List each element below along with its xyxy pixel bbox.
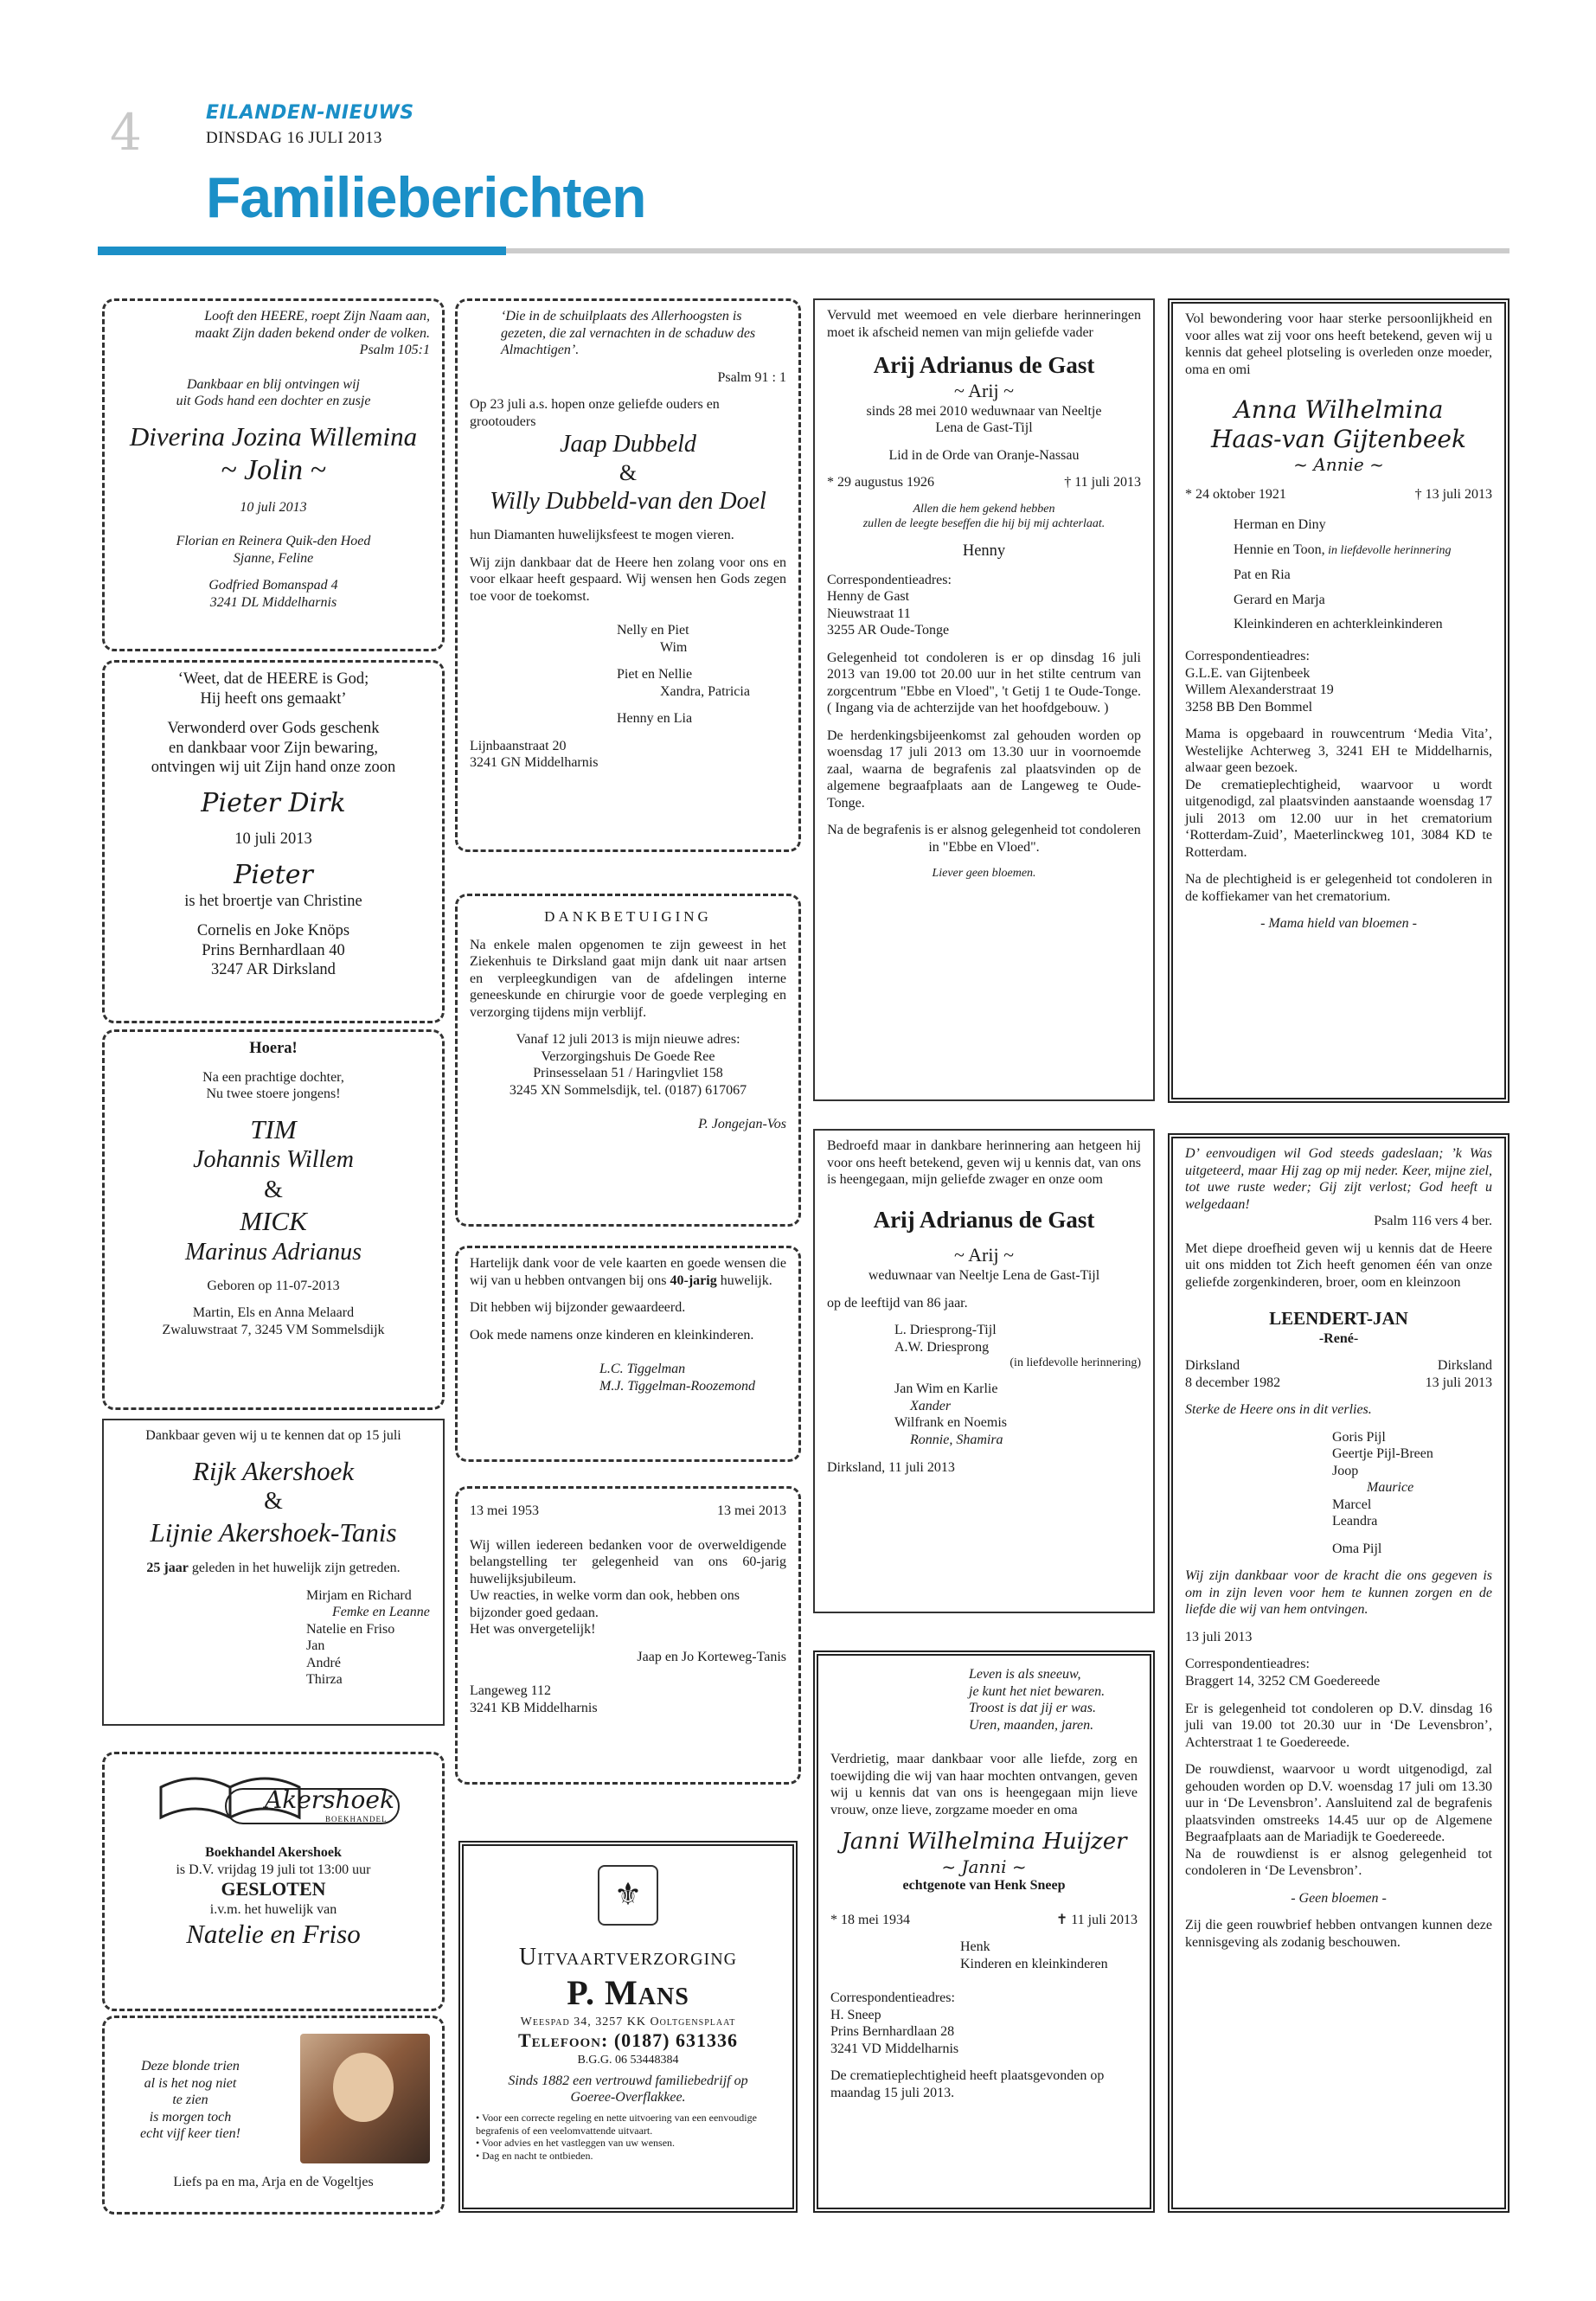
dankbetuiging [455, 894, 801, 1227]
correspondence-line: Prins Bernhardlaan 28 [830, 2024, 955, 2040]
newspaper-logo: EILANDEN-NIEUWS [206, 102, 414, 124]
closing-note: - Mama hield van bloemen - [1260, 916, 1417, 932]
body: Het was onvergetelijk! [470, 1622, 596, 1638]
family-member: Pat en Ria [1234, 567, 1291, 582]
poem [117, 2034, 264, 2163]
address-line: Prinsesselaan 51 / Haringvliet 158 [533, 1066, 723, 1081]
ampersand: & [264, 1176, 283, 1203]
correspondence-line: Nieuwstraat 11 [827, 606, 911, 621]
correspondence-line: G.L.E. van Gijtenbeek [1185, 665, 1311, 681]
signature: L.C. Tiggelman [599, 1362, 686, 1377]
intro: Vervuld met weemoed en vele dierbare herinneringen moet ik afscheid nemen van mijn geliefde vader [827, 308, 1141, 340]
thanks-korteweg [455, 1486, 801, 1785]
family-member: Wilfrank en Noemis [894, 1415, 1007, 1431]
address: 3247 AR Dirksland [211, 961, 336, 979]
reason: i.v.m. het huwelijk van [209, 1901, 337, 1917]
address-line: 3245 XN Sommelsdijk, tel. (0187) 617067 [509, 1082, 747, 1098]
family-member: Gerard en Marja [1234, 592, 1325, 607]
birthday-content [117, 2034, 430, 2163]
page-title: Familieberichten [206, 165, 646, 229]
obituary-degast-1 [813, 298, 1155, 1101]
service-info: De herdenkingsbijeenkomst zal gehouden worden op woensdag 17 juli 2013 om 13.30 uur in voornoemde zaal, waarna de begrafenis zal plaatsvinden op de algemene begraafplaats aan de Langeweg te Oude-Tonge. [827, 727, 1141, 811]
birth-date: 10 juli 2013 [234, 830, 312, 849]
correspondence-line: Willem Alexanderstraat 19 [1185, 683, 1334, 698]
body: Wij zijn dankbaar dat de Heere hen zolang voor ons en voor elkaar heeft gespaard. Wij wensen hen Gods zegen toe voor de toekomst. [470, 554, 786, 604]
portrait-photo [300, 2034, 430, 2163]
birthday-notice [102, 2016, 445, 2214]
deceased-name: Arij Adrianus de Gast [873, 352, 1095, 379]
poem-line: is morgen toch [149, 2109, 232, 2125]
address: 3241 GN Middelharnis [470, 755, 599, 771]
correspondence-label: Correspondentieadres: [1185, 1657, 1310, 1672]
verse-ref: Psalm 91 : 1 [717, 369, 786, 385]
bullet: • Voor een correcte regeling en nette uitvoering van een eenvoudige begrafenis of een veelomvattende uitvaart. [476, 2111, 757, 2137]
body [470, 1255, 786, 1289]
issue-date: DINSDAG 16 JULI 2013 [206, 129, 382, 147]
quote: zullen de leegte beseffen die hij bij mij achterlaat. [862, 516, 1106, 530]
family-member: Marcel [1332, 1497, 1372, 1512]
signature: Jaap en Jo Korteweg-Tanis [637, 1649, 786, 1664]
address: Weespad 34, 3257 KK Ooltgensplaat [520, 2015, 736, 2029]
family-list [470, 622, 786, 727]
closing-time: is D.V. vrijdag 19 juli tot 13:00 uur [176, 1862, 371, 1877]
birth-place: Dirksland [1185, 1358, 1240, 1374]
intro: Na een prachtige dochter, [202, 1069, 344, 1085]
death-date: 13 juli 2013 [1425, 1375, 1492, 1390]
detail: weduwnaar van Neeltje Lena de Gast-Tijl [868, 1268, 1100, 1284]
hoera: Hoera! [249, 1040, 298, 1057]
header-rule-blue [98, 247, 506, 255]
birth-pieter [102, 660, 445, 1023]
family-member: Jan [306, 1638, 325, 1654]
places-row [1185, 1357, 1492, 1375]
death-place: Dirksland [1437, 1358, 1492, 1374]
family-member: Oma Pijl [1332, 1541, 1382, 1556]
dates-row [1185, 486, 1492, 503]
poem-line: Deze blonde trien [141, 2059, 240, 2073]
birth-date: 10 juli 2013 [240, 499, 307, 515]
address: Lijnbaanstraat 20 [470, 738, 567, 753]
correspondence-line: Henny de Gast [827, 589, 910, 605]
bullet: • Voor advies en het vastleggen van uw wensen. [476, 2137, 676, 2150]
shop-name: Boekhandel Akershoek [205, 1845, 342, 1860]
family-note: in liefdevolle herinnering [1324, 544, 1452, 558]
years: 25 jaar [146, 1561, 189, 1576]
logo-subtext: BOEKHANDEL [325, 1815, 388, 1823]
correspondence-line: 3241 VD Middelharnis [830, 2041, 959, 2056]
obituary-degast-2 [813, 1129, 1155, 1613]
intro: Dankbaar geven wij u te kennen dat op 15 juli [145, 1428, 401, 1443]
dates-row [1185, 1375, 1492, 1392]
nickname: ~ Arij ~ [953, 1244, 1015, 1266]
poem-line: Leven is als sneeuw, [969, 1667, 1081, 1682]
family-member-name: Hennie en Toon, [1234, 542, 1325, 558]
spouse-name: Jaap Dubbeld [560, 431, 696, 458]
thanks-tiggelman [455, 1246, 801, 1462]
verse: ‘Die in de schuilplaats des Allerhoogsten is gezeten, die zal vernachten in de schaduw des Almachtigen’. [501, 309, 756, 358]
address: 3241 DL Middelharnis [209, 594, 337, 610]
child-name: Diverina Jozina Willemina [129, 420, 418, 452]
deceased-name: Anna Wilhelmina [1234, 395, 1444, 425]
service-info: De rouwdienst, waarvoor u wordt uitgenodigd, zal gehouden worden op D.V. woensdag 17 juli om 13.30 uur in ‘De Levensbron’. Aansluitend zal de begrafenis plaatsvinden omstreeks 14.45 uur op de Algemene Begraafplaats aan de Mariadijk te Goedereede. [1185, 1762, 1492, 1845]
years-rest: geleden in het huwelijk zijn getreden. [188, 1561, 401, 1576]
signature: M.J. Tiggelman-Roozemond [599, 1378, 755, 1394]
poem-line: te zien [172, 2093, 208, 2108]
verse: D’ eenvoudigen wil God steeds gadeslaan; ’k Was uitgeteerd, maar Hij zag op mij neder. Keer, mijne ziel, tot uwe ruste weder; Gij zijt verlost; God heeft u welgedaan! [1185, 1146, 1492, 1212]
section-title: DANKBETUIGING [544, 908, 712, 925]
verse: Hij heeft ons gemaakt’ [200, 689, 347, 708]
address: Godfried Bomanspad 4 [208, 578, 338, 593]
nickname: -René- [1318, 1330, 1359, 1346]
address-line: Verzorgingshuis De Goede Ree [541, 1048, 715, 1064]
birth-date: 8 december 1982 [1185, 1375, 1281, 1390]
logo-text: Akershoek [265, 1785, 394, 1814]
bullet: • Dag en nacht te ontbieden. [476, 2149, 593, 2162]
spouse: echtgenote van Henk Sneep [902, 1878, 1066, 1894]
book-logo [144, 1770, 403, 1830]
family-member: A.W. Driesprong [894, 1339, 990, 1355]
correspondence-line: Braggert 14, 3252 CM Goedereede [1185, 1673, 1381, 1689]
spouse-name: Rijk Akershoek [192, 1455, 355, 1486]
crest-icon: ⚜ [598, 1865, 658, 1926]
intro: Bedroefd maar in dankbare herinnering aan hetgeen hij voor ons heeft betekend, geven wij u kennis dat, van ons is heengegaan, mijn geliefde zwager en onze oom [827, 1138, 1141, 1188]
family-member: Kleinkinderen en achterkleinkinderen [1234, 617, 1443, 632]
poem-line: Troost is dat jij er was. [969, 1701, 1096, 1716]
family-member: André [306, 1655, 341, 1670]
body-bold: 40-jarig [670, 1272, 717, 1288]
address: Prins Bernhardlaan 40 [202, 941, 345, 959]
date: 13 mei 1953 [470, 1503, 539, 1518]
family-member: Nelly en Piet [617, 623, 689, 638]
body: Uw reacties, in welke vorm dan ook, hebben ons bijzonder goed gedaan. [470, 1588, 740, 1620]
family-member: Femke en Leanne [332, 1605, 430, 1620]
nickname: ~ Janni ~ [941, 1856, 1027, 1877]
body: Na enkele malen opgenomen te zijn geweest in het Ziekenhuis te Dirksland gaat mijn dank uit naar artsen en verpleegkundigen van de afdelingen interne geneeskunde en chirurgie voor de goede verpleging en verzorging tijdens mijn verblijf. [470, 937, 786, 1020]
notice-boekhandel [102, 1752, 445, 2011]
address-line: Vanaf 12 juli 2013 is mijn nieuwe adres: [516, 1032, 740, 1048]
flowers-note: - Geen bloemen - [1291, 1890, 1387, 1906]
body: hun Diamanten huwelijksfeest te mogen vieren. [470, 528, 734, 543]
family-member: Piet en Nellie [617, 667, 693, 683]
business-name: P. Mans [567, 1973, 689, 2013]
correspondence-line: 3255 AR Oude-Tonge [827, 623, 950, 638]
nickname: ~ Arij ~ [953, 379, 1015, 401]
siblings: Sjanne, Feline [233, 550, 314, 566]
flowers-note: Liever geen bloemen. [932, 867, 1036, 881]
spouse-name: Willy Dubbeld-van den Doel [490, 487, 766, 515]
intro: Dankbaar en blij ontvingen wij [187, 376, 360, 392]
death-date: † 11 juli 2013 [1064, 475, 1141, 490]
dates-row [470, 1503, 786, 1520]
family-list [116, 1587, 431, 1689]
parents: Cornelis en Joke Knöps [196, 922, 350, 940]
condolence-info: Na de plechtigheid is er gelegenheid tot condoleren in de koffiekamer van het crematorium. [1185, 872, 1492, 904]
family-member: Xander [910, 1398, 952, 1413]
family-member: L. Driesprong-Tijl [894, 1323, 997, 1338]
family-member: Wim [660, 639, 688, 655]
body-part: huwelijk. [716, 1272, 772, 1288]
address: Langeweg 112 [470, 1683, 552, 1699]
nickname: ~ Annie ~ [1293, 454, 1384, 476]
intro: Op 23 juli a.s. hopen onze geliefde ouders en grootouders [470, 397, 720, 429]
condolence-info: Na de begrafenis is er alsnog gelegenheid tot condoleren in "Ebbe en Vloed". [827, 823, 1141, 855]
signature: Henny [962, 542, 1006, 561]
family-list [1185, 513, 1492, 638]
death-date: ✝ 11 juli 2013 [1055, 1912, 1138, 1927]
ampersand: & [264, 1488, 283, 1516]
poem-line: echt vijf keer tien! [140, 2126, 240, 2142]
quote: Allen die hem gekend hebben [913, 502, 1055, 516]
dates-row [830, 1912, 1138, 1929]
detail: Lid in de Orde van Oranje-Nassau [888, 447, 1080, 463]
poem-line: je kunt het niet bewaren. [969, 1683, 1106, 1699]
signature: P. Jongejan-Vos [698, 1117, 786, 1132]
family-member: Maurice [1367, 1480, 1414, 1496]
family-member: Kinderen en kleinkinderen [960, 1956, 1108, 1971]
parents: Martin, Els en Anna Melaard [192, 1305, 355, 1321]
correspondence-line: 3258 BB Den Bommel [1185, 699, 1313, 715]
birth-date: * 18 mei 1934 [830, 1912, 910, 1927]
family-member: Xandra, Patricia [660, 683, 750, 699]
family-member: Herman en Diny [1234, 517, 1326, 533]
family-list [830, 1939, 1138, 1972]
deceased-name: Arij Adrianus de Gast [873, 1206, 1095, 1233]
thanks: Wij zijn dankbaar voor de kracht die ons gegeven is om in zijn leven voor hem te kunnen zorgen en de liefde die wij van hem ontvingen. [1185, 1568, 1492, 1618]
deceased-name: LEENDERT-JAN [1269, 1308, 1408, 1330]
dates-row [827, 474, 1141, 491]
family-member: Henk [960, 1939, 990, 1955]
correspondence-label: Correspondentieadres: [830, 1990, 955, 2006]
correspondence-label: Correspondentieadres: [1185, 649, 1310, 664]
anniversary-dubbeld [455, 298, 801, 852]
family-member: Leandra [1332, 1514, 1378, 1529]
family-member: Natelie en Friso [306, 1621, 395, 1637]
condolence-info: Gelegenheid tot condoleren is er op dinsdag 16 juli 2013 van 19.00 tot 20.00 uur in het stilte centrum van zorgcentrum "Ebbe en Vloed", 't Getij 1 te Oude-Tonge. ( Ingang via de achterzijde van het hoofdgebouw. ) [827, 650, 1141, 716]
child-nickname: ~ Jolin ~ [221, 454, 326, 487]
intro: Verwonderd over Gods geschenk [167, 720, 380, 738]
place-date: Dirksland, 11 juli 2013 [827, 1459, 955, 1475]
deceased-name: Haas-van Gijtenbeek [1211, 425, 1466, 454]
deceased-name: Janni Wilhelmina Huijzer [841, 1829, 1127, 1856]
child-fullname: Marinus Adrianus [184, 1238, 362, 1266]
obituary-haas [1168, 298, 1509, 1103]
verse-ref: Psalm 116 vers 4 ber. [1374, 1214, 1492, 1229]
phone: Telefoon: (0187) 631336 [518, 2029, 738, 2052]
death-date: † 13 juli 2013 [1414, 486, 1492, 502]
verse: ‘Weet, dat de HEERE is God; [177, 670, 369, 688]
child-name: MICK [240, 1205, 307, 1236]
age: op de leeftijd van 86 jaar. [827, 1295, 968, 1311]
address: 3241 KB Middelharnis [470, 1700, 598, 1715]
family-member: Henny en Lia [617, 711, 693, 727]
closed-label: GESLOTEN [221, 1878, 326, 1900]
family-list [1185, 1429, 1492, 1558]
condolence-info: Na de rouwdienst is er alsnog gelegenheid tot condoleren in ‘De Levensbron’. [1185, 1846, 1492, 1879]
correspondence-label: Correspondentieadres: [827, 572, 952, 587]
date: 13 juli 2013 [1185, 1629, 1253, 1644]
sibling-note: is het broertje van Christine [184, 892, 362, 910]
service-info: De crematieplechtigheid heeft plaatsgevonden op maandag 15 juli 2013. [830, 2068, 1105, 2100]
alt-phone: B.G.G. 06 53448384 [577, 2053, 679, 2067]
obituary-pijl [1168, 1133, 1509, 2213]
body: Wij willen iedereen bedanken voor de overweldigende belangstelling ter gelegenheid van ons 60-jarig huwelijksjubileum. [470, 1537, 786, 1586]
service-info: De crematieplechtigheid, waarvoor u wordt uitgenodigd, zal plaatsvinden aanstaande woensdag 17 juli 2013 om 12.00 uur in het crematorium ‘Rotterdam-Zuid’, Maeterlinckweg 101, 3084 KD te Rotterdam. [1185, 777, 1492, 860]
birth-jolin [102, 298, 445, 651]
verse: Sterke de Heere ons in dit verlies. [1185, 1402, 1372, 1418]
family-member: Goris Pijl [1332, 1429, 1386, 1445]
business-title: Uitvaartverzorging [518, 1944, 738, 1971]
intro: uit Gods hand een dochter en zusje [176, 394, 371, 409]
poem [830, 1666, 1138, 1734]
couple-name: Natelie en Friso [186, 1919, 361, 1950]
verse-ref: Psalm 105:1 [359, 343, 430, 358]
verse: Looft den HEERE, roept Zijn Naam aan, [204, 309, 430, 324]
intro: Nu twee stoere jongens! [206, 1086, 341, 1102]
tagline: Sinds 1882 een vertrouwd familiebedrijf op Goeree-Overflakkee. [508, 2073, 748, 2106]
signature: Liefs pa en ma, Arja en de Vogeltjes [173, 2175, 374, 2189]
child-fullname: Johannis Willem [193, 1146, 354, 1174]
parents: Florian en Reinera Quik-den Hoed [176, 534, 371, 549]
family-member: Joop [1332, 1463, 1359, 1478]
birth-date: * 29 augustus 1926 [827, 475, 934, 490]
verse: maakt Zijn daden bekend onder de volken. [195, 325, 430, 341]
family-member: Jan Wim en Karlie [894, 1381, 998, 1397]
family-member: Ronnie, Shamira [910, 1433, 1003, 1447]
page-number: 4 [110, 103, 142, 162]
anniversary-text [116, 1560, 431, 1577]
intro: ontvingen wij uit Zijn hand onze zoon [151, 759, 396, 777]
body-part: Hartelijk dank voor de vele kaarten en goede wensen die wij van u hebben ontvangen bij ons [470, 1256, 786, 1288]
intro: en dankbaar voor Zijn bewaring, [169, 739, 378, 757]
poem-line: al is het nog niet [144, 2075, 237, 2091]
birth-date: * 24 oktober 1921 [1185, 486, 1286, 502]
family-member: Thirza [306, 1672, 343, 1688]
ampersand: & [619, 460, 638, 486]
header-rule-gray [506, 248, 1509, 253]
family-member [1234, 538, 1492, 563]
address: Zwaluwstraat 7, 3245 VM Sommelsdijk [162, 1322, 385, 1337]
condolence-info: Er is gelegenheid tot condoleren op D.V. dinsdag 16 juli van 19.00 tot 20.30 uur in ‘De Levensbron’, Achterstraat 1 te Goedereede. [1185, 1701, 1492, 1750]
intro: Verdrietig, maar dankbaar voor alle liefde, zorg en toewijding die wij van haar mochten ontvangen, geven wij u kennis dat van ons is heengegaan mijn lieve vrouw, onze lieve, zorgzame moeder en oma [830, 1752, 1138, 1817]
birth-date: Geboren op 11-07-2013 [207, 1278, 340, 1293]
family-member: Geertje Pijl-Breen [1332, 1446, 1433, 1462]
date: 13 mei 2013 [717, 1503, 786, 1518]
child-name: Pieter Dirk [201, 787, 346, 818]
body: Dit hebben wij bijzonder gewaardeerd. [470, 1300, 686, 1316]
spouse-name: Lijnie Akershoek-Tanis [150, 1517, 397, 1548]
family-member: Mirjam en Richard [306, 1587, 412, 1603]
closing-note: Zij die geen rouwbrief hebben ontvangen kunnen deze kennisgeving als zodanig beschouwen. [1185, 1918, 1492, 1950]
family-list [827, 1322, 1141, 1448]
poem-line: Uren, maanden, jaren. [969, 1717, 1094, 1733]
obituary-huijzer [813, 1650, 1155, 2213]
child-name: TIM [250, 1113, 297, 1144]
body: Ook mede namens onze kinderen en kleinkinderen. [470, 1327, 754, 1343]
intro: Vol bewondering voor haar sterke persoonlijkheid en voor alles wat zij voor ons heeft betekend, geven wij u kennis dat geheel plotseling is overleden onze moeder, oma en omi [1185, 311, 1492, 377]
correspondence-line: H. Sneep [830, 2007, 881, 2022]
intro: Met diepe droefheid geven wij u kennis dat de Heere uit ons midden tot Zich heeft genomen één van onze geliefde zorgenkinderen, broer, oom en kleinzoon [1185, 1240, 1492, 1290]
detail: sinds 28 mei 2010 weduwnaar van Neeltje [866, 403, 1102, 419]
birth-twins [102, 1029, 445, 1410]
ad-uitvaart-mans [458, 1841, 798, 2213]
family-note: (in liefdevolle herinnering) [1010, 1356, 1141, 1370]
viewing-info: Mama is opgebaard in rouwcentrum ‘Media Vita’, Westelijke Achterweg 3, 3241 EH te Middelharnis, alwaar geen bezoek. [1185, 727, 1492, 776]
detail: Lena de Gast-Tijl [935, 420, 1033, 436]
child-nickname: Pieter [234, 859, 313, 890]
anniversary-akershoek [102, 1419, 445, 1726]
